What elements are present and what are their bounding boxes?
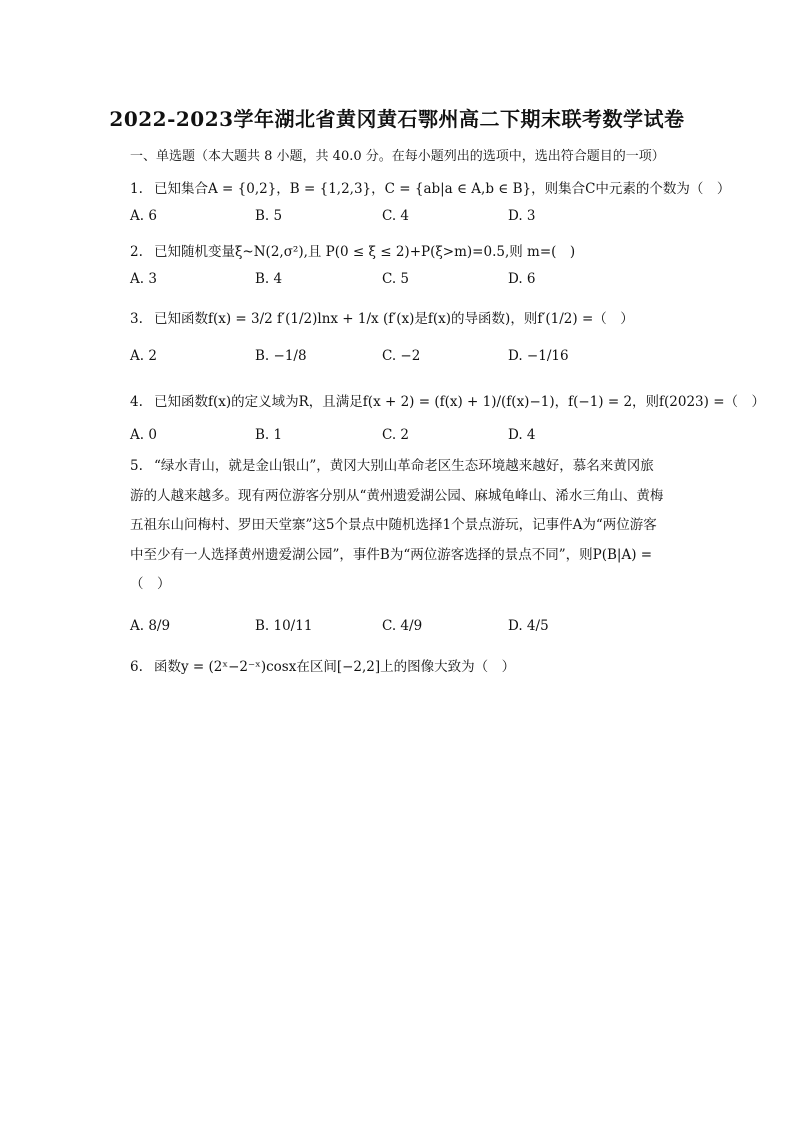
option-b: B. −1/8 xyxy=(255,348,307,364)
question-6 xyxy=(130,655,515,675)
option-d: D. 4 xyxy=(508,427,536,443)
option-c: C. 4/9 xyxy=(382,618,423,634)
option-b: B. 4 xyxy=(255,271,283,287)
question-5-options xyxy=(130,618,650,640)
option-c: C. −2 xyxy=(382,348,421,364)
question-5-line-4: 中至少有一人选择黄州遗爱湖公园”，事件B为“两位游客选择的景点不同”，则P(B|A) = xyxy=(130,546,653,563)
option-c: C. 2 xyxy=(382,427,410,443)
option-d: D. 3 xyxy=(508,208,536,224)
option-a: A. 2 xyxy=(130,348,157,364)
question-5-line-3: 五祖东山问梅村、罗田天堂寨”这5个景点中随机选择1个景点游玩，记事件A为“两位游客 xyxy=(130,517,657,533)
option-b: B. 5 xyxy=(255,208,283,224)
exam-title: 2022-2023学年湖北省黄冈黄石鄂州高二下期末联考数学试卷 xyxy=(109,107,685,131)
section-header: 一、单选题（本大题共 8 小题，共 40.0 分。在每小题列出的选项中，选出符合题目的一项） xyxy=(130,149,665,164)
question-5-line-2: 游的人越来越多。现有两位游客分别从“黄州遗爱湖公园、麻城龟峰山、浠水三角山、黄梅 xyxy=(130,487,664,504)
question-4-options xyxy=(130,427,650,449)
option-d: D. 4/5 xyxy=(508,618,549,634)
question-text: 函数y = (2ˣ−2⁻ˣ)cosx在区间[−2,2]上的图像大致为（ ） xyxy=(154,659,516,675)
question-text: 已知函数f(x)的定义域为R，且满足f(x + 2) = (f(x) + 1)/(f(x)−1)，f(−1) = 2，则f(2023) =（ ） xyxy=(154,394,766,410)
question-5 xyxy=(130,452,670,600)
question-text: 已知集合A = {0,2}，B = {1,2,3}，C = {ab|a ∈ A,b ∈ B}，则集合C中元素的个数为（ ） xyxy=(154,181,731,197)
question-5-line-5: （ ） xyxy=(130,576,171,592)
option-d: D. 6 xyxy=(508,271,536,287)
question-text: 已知随机变量ξ~N(2,σ²),且 P(0 ≤ ξ ≤ 2)+P(ξ>m)=0.5,则 m=( ) xyxy=(154,244,576,260)
question-2 xyxy=(130,240,575,260)
option-b: B. 10/11 xyxy=(255,618,313,634)
question-number: 2. xyxy=(130,244,143,260)
question-number: 5. xyxy=(130,458,143,474)
question-1-options xyxy=(130,208,650,230)
option-c: C. 4 xyxy=(382,208,410,224)
question-text: 已知函数f(x) = 3/2 f′(1/2)lnx + 1/x (f′(x)是f(x)的导函数)，则f′(1/2) =（ ） xyxy=(154,311,634,327)
question-3 xyxy=(130,307,634,327)
option-a: A. 3 xyxy=(130,271,157,287)
option-d: D. −1/16 xyxy=(508,348,569,364)
question-1 xyxy=(130,177,730,197)
question-number: 3. xyxy=(130,311,143,327)
question-number: 4. xyxy=(130,394,143,410)
question-5-line-1: 5. “绿水青山，就是金山银山”，黄冈大别山革命老区生态环境越来越好，慕名来黄冈旅 xyxy=(130,452,670,482)
option-c: C. 5 xyxy=(382,271,410,287)
option-b: B. 1 xyxy=(255,427,283,443)
question-number: 1. xyxy=(130,181,143,197)
option-a: A. 6 xyxy=(130,208,157,224)
option-a: A. 0 xyxy=(130,427,157,443)
question-4 xyxy=(130,390,765,410)
option-a: A. 8/9 xyxy=(130,618,171,634)
question-3-options xyxy=(130,348,650,370)
question-2-options xyxy=(130,271,650,293)
question-number: 6. xyxy=(130,659,143,675)
